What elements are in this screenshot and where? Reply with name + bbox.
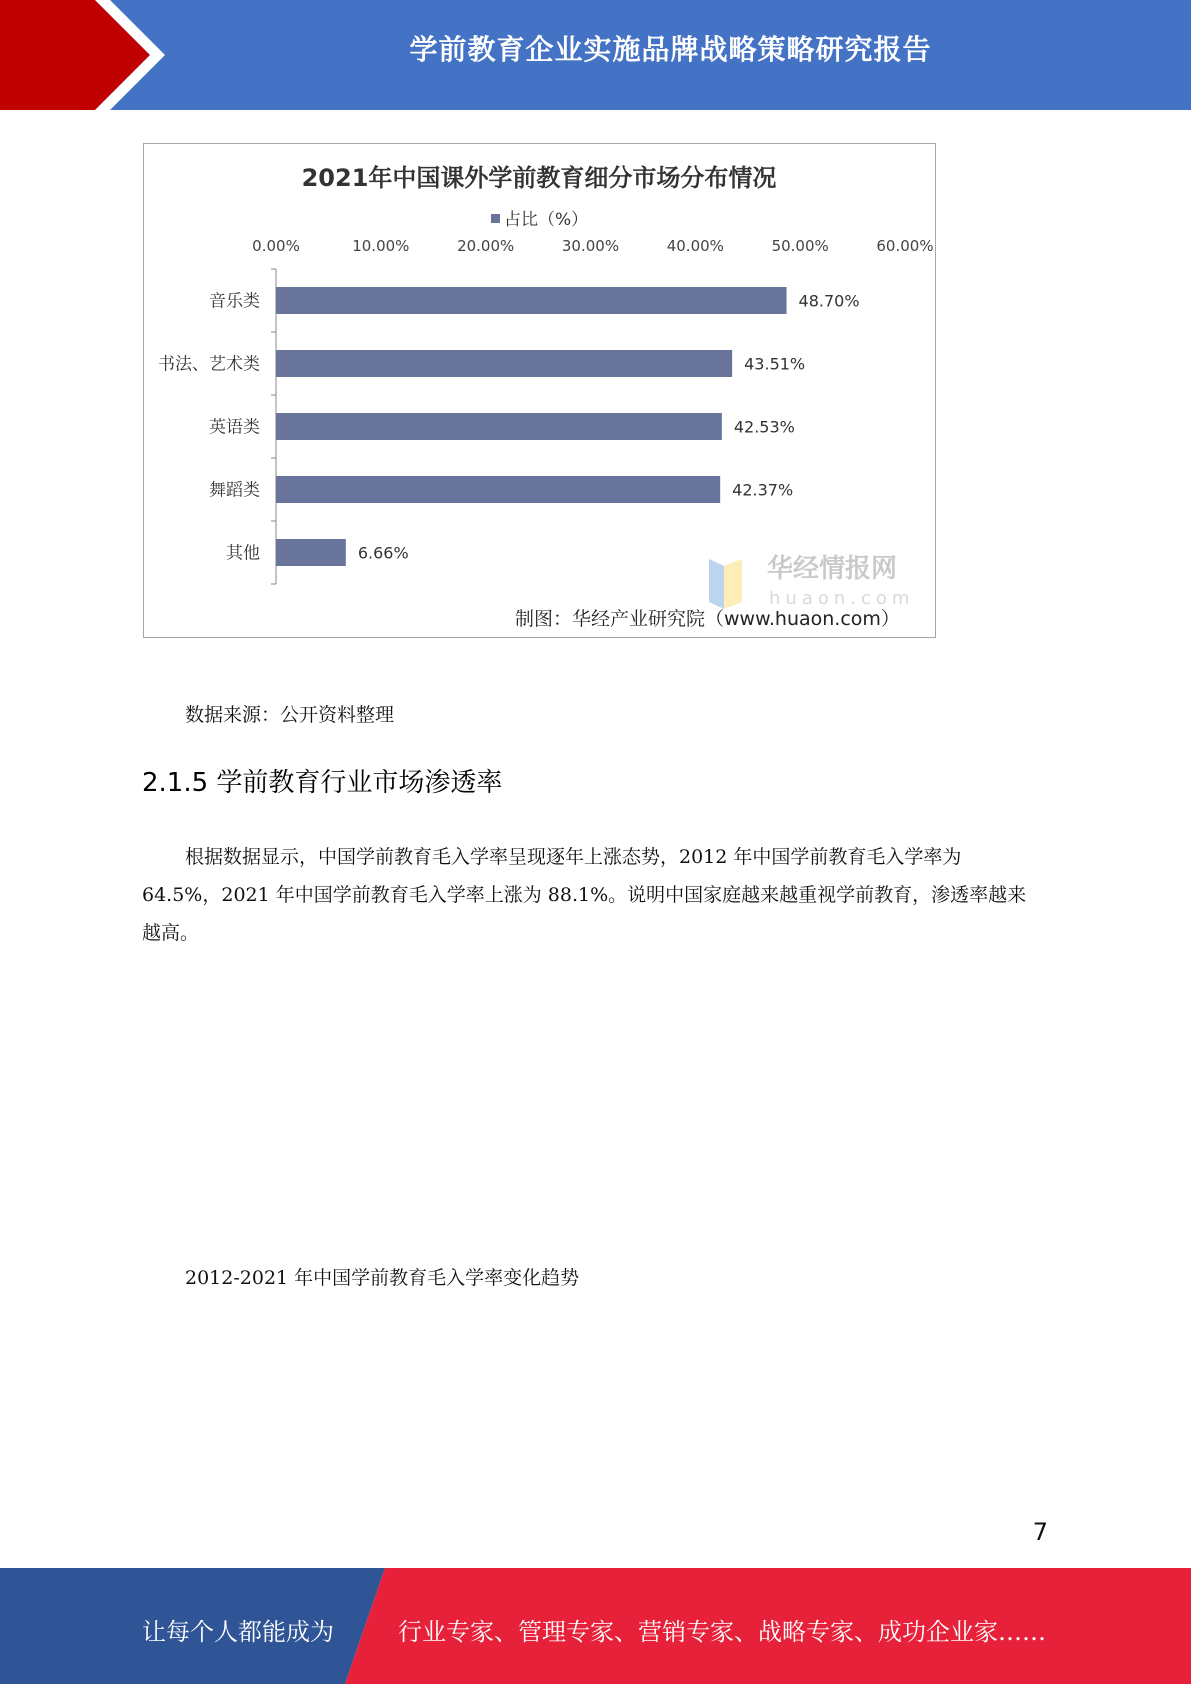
next-chart-caption: 2012-2021 年中国学前教育毛入学率变化趋势 — [185, 1267, 580, 1289]
watermark-subtext: huaon.com — [769, 588, 915, 609]
category-label: 音乐类 — [209, 291, 260, 312]
bar — [276, 287, 787, 314]
value-label: 43.51% — [744, 354, 806, 374]
category-label: 书法、艺术类 — [158, 354, 260, 375]
footer-slogan-left: 让每个人都能成为 — [142, 1618, 334, 1646]
value-label: 42.53% — [733, 417, 795, 437]
section-heading: 2.1.5 学前教育行业市场渗透率 — [142, 768, 503, 798]
category-label: 其他 — [226, 543, 260, 564]
x-tick-label: 60.00% — [876, 237, 934, 255]
legend-label: 占比（%） — [504, 210, 589, 230]
value-label: 6.66% — [357, 543, 409, 563]
legend-swatch — [491, 214, 500, 223]
section-paragraph: 根据数据显示，中国学前教育毛入学率呈现逐年上涨态势，2012 年中国学前教育毛入学率为 64.5%，2021 年中国学前教育毛入学率上涨为 88.1%。说明中国家庭越来越重视学前教育，渗透率越来越高。 — [142, 846, 1027, 944]
category-label: 舞蹈类 — [209, 480, 260, 501]
watermark — [709, 553, 914, 609]
document-title: 学前教育企业实施品牌战略策略研究报告 — [409, 33, 932, 66]
x-tick-label: 50.00% — [771, 237, 829, 255]
page-header — [0, 0, 1191, 110]
x-tick-label: 30.00% — [561, 237, 620, 255]
x-tick-label: 10.00% — [352, 237, 410, 255]
value-label: 48.70% — [798, 291, 860, 311]
chart-source-caption: 数据来源：公开资料整理 — [185, 704, 395, 726]
x-tick-label: 0.00% — [252, 237, 300, 255]
bar — [276, 413, 722, 440]
watermark-text: 华经情报网 — [767, 554, 898, 584]
page-number: 7 — [1032, 1518, 1048, 1546]
category-label: 英语类 — [209, 417, 260, 438]
bar — [276, 539, 346, 566]
bar-chart — [144, 144, 935, 637]
chart-title: 2021年中国课外学前教育细分市场分布情况 — [301, 164, 777, 192]
x-tick-label: 20.00% — [457, 237, 515, 255]
bar — [276, 350, 732, 377]
chart-source-note: 制图：华经产业研究院（www.huaon.com） — [515, 608, 900, 630]
chart-figure — [143, 143, 936, 638]
x-tick-label: 40.00% — [666, 237, 724, 255]
page-footer — [0, 1568, 1191, 1684]
bar — [276, 476, 720, 503]
value-label: 42.37% — [732, 480, 794, 500]
footer-slogan-right: 行业专家、管理专家、营销专家、战略专家、成功企业家…… — [398, 1618, 1046, 1646]
